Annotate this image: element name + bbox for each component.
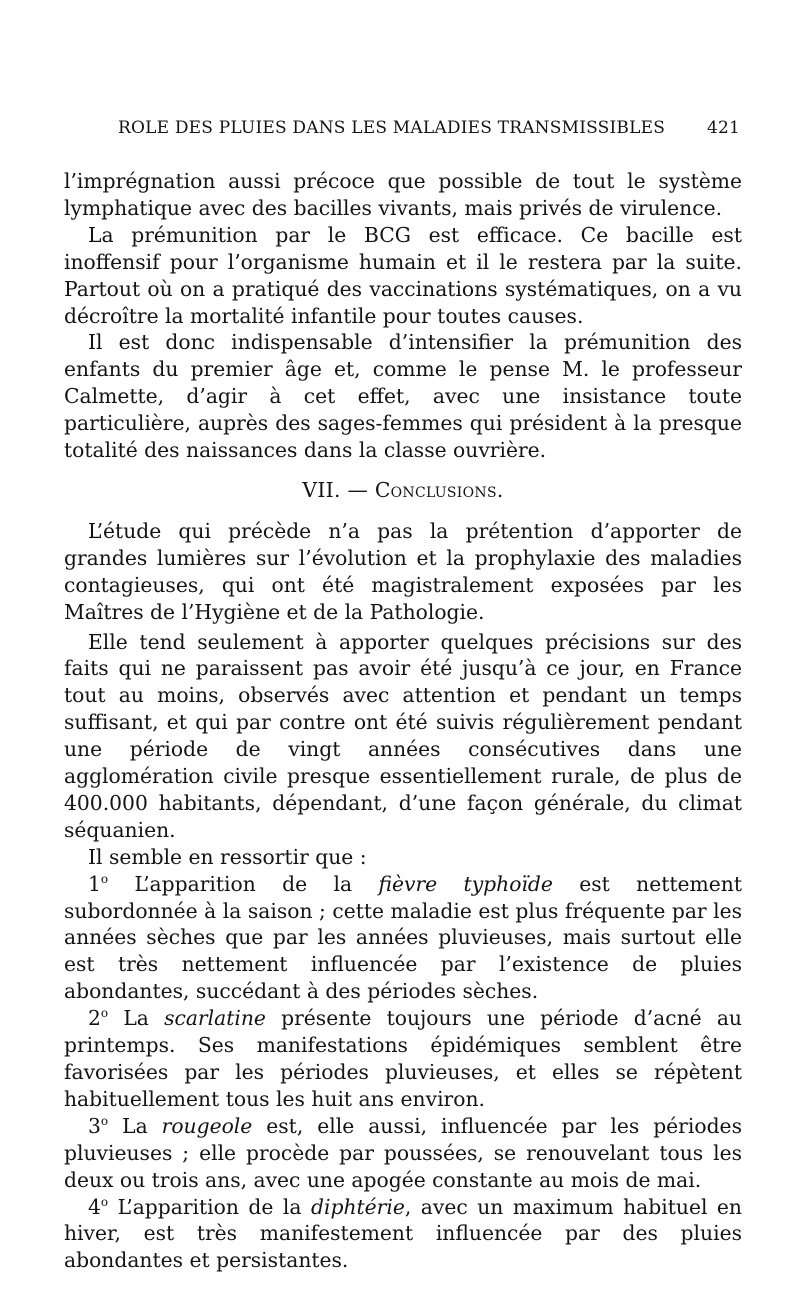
section-title: Conclusions. xyxy=(374,477,504,502)
conclusion-item-typhoide: 1$^o$ L’apparition de la fièvre typhoïde est nettement subordonnée à la saison ; cette maladie est plus fréquente par les années sèches que par les années pluvieuses, mais surtout elle est très nettement influencée par l’existence de pluies abondantes, succédant à des périodes sèches. xyxy=(64,871,742,1004)
conclusion-item-scarlatine: 2$^o$ La scarlatine présente toujours une période d’acné au printemps. Ses manifestations épidémiques semblent être favorisées par les périodes pluvieuses, et elles se répètent habituellement tous les huit ans environ. xyxy=(64,1006,742,1111)
paragraph-precisions: Elle tend seulement à apporter quelques précisions sur des faits qui ne paraissent pas avoir été jusqu’à ce jour, en France tout au moins, observés avec attention et pendant un temps suffisant, et qui par contre ont été suivis régulièrement pendant une période de vingt années consécutives dans une agglomération civile presque essentiellement rurale, de plus de 400.000 habitants, dépendant, d’une façon générale, du climat séquanien. xyxy=(64,629,742,842)
item-number: 1$^o$ xyxy=(88,871,109,896)
running-head-title: ROLE DES PLUIES DANS LES MALADIES TRANSMISSIBLES xyxy=(118,118,666,138)
disease-term: scarlatine xyxy=(164,1006,266,1031)
conclusion-item-diphterie: 4$^o$ L’apparition de la diphtérie, avec un maximum habituel en hiver, est très manifestement influencée par des pluies abondantes et persistantes. xyxy=(64,1194,742,1273)
page-number: 421 xyxy=(706,118,740,138)
page-body xyxy=(64,168,742,1274)
paragraph-premunition: Il est donc indispensable d’intensifier la prémunition des enfants du premier âge et, comme le pense M. le professeur Calmette, d’agir à cet effet, avec une insistance toute particulière, auprès des sages-femmes qui président à la presque totalité des naissances dans la classe ouvrière. xyxy=(64,330,742,463)
disease-term: rougeole xyxy=(161,1113,253,1138)
paragraph-continued: l’imprégnation aussi précoce que possible de tout le système lymphatique avec des bacilles vivants, mais privés de virulence. xyxy=(64,169,742,220)
section-number: VII. — xyxy=(302,477,369,502)
item-number: 3$^o$ xyxy=(88,1113,109,1138)
item-number: 2$^o$ xyxy=(88,1006,109,1031)
disease-term: diphtérie xyxy=(311,1194,405,1219)
item-number: 4$^o$ xyxy=(88,1194,109,1219)
paragraph-ressortir: Il semble en ressortir que : xyxy=(88,844,367,869)
paragraph-bcg: La prémunition par le BCG est efficace. Ce bacille est inoffensif pour l’organisme humain et il le restera par la suite. Partout où on a pratiqué des vaccinations systématiques, on a vu décroître la mortalité infantile pour toutes causes. xyxy=(64,222,742,328)
disease-term: fièvre typhoïde xyxy=(378,871,553,896)
conclusion-item-rougeole: 3$^o$ La rougeole est, elle aussi, influencée par les périodes pluvieuses ; elle procède par poussées, se renouvelant tous les deux ou trois ans, avec une apogée constante au mois de mai. xyxy=(64,1113,742,1192)
section-heading xyxy=(64,477,742,504)
paragraph-etude: L’étude qui précède n’a pas la prétention d’apporter de grandes lumières sur l’évolution et la prophylaxie des maladies contagieuses, qui ont été magistralement exposées par les Maîtres de l’Hygiène et de la Pathologie. xyxy=(64,518,742,624)
